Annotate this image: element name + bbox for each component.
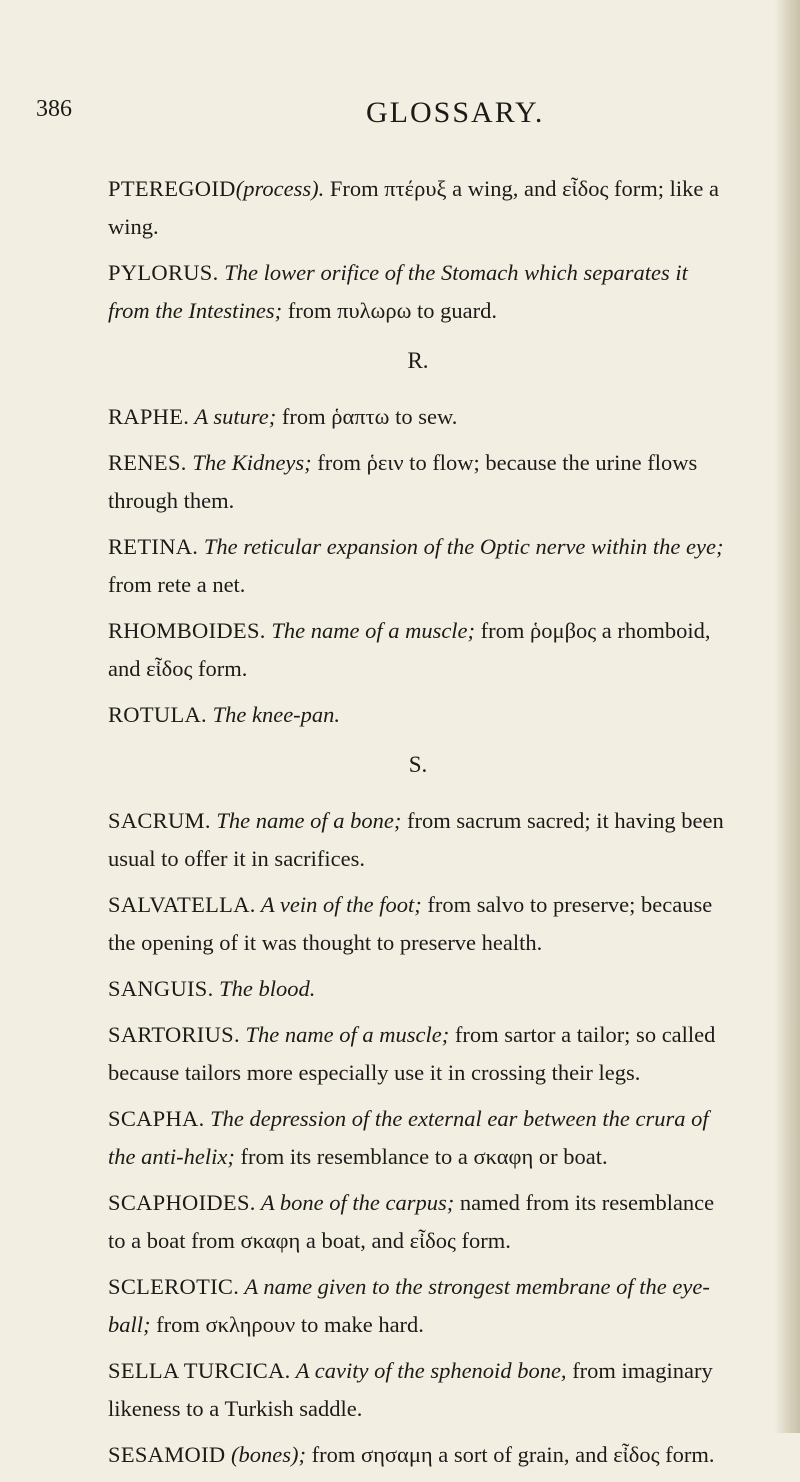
entry-definition: (process). (235, 176, 325, 201)
entry-etymology: From πτέρυξ a wing, and εἶδος form; like a wing. (108, 176, 719, 239)
glossary-text (108, 170, 728, 1482)
entry-definition: A cavity of the sphenoid bone, (290, 1358, 567, 1383)
entry-term: SACRUM. (108, 808, 211, 833)
entry-definition: The reticular expansion of the Optic nerve within the eye; (198, 534, 724, 559)
entry-term: SCAPHA. (108, 1106, 205, 1131)
glossary-entry (108, 1268, 728, 1344)
running-head (36, 96, 760, 136)
glossary-entry (108, 696, 728, 734)
entry-definition: The name of a muscle; (239, 1022, 450, 1047)
entry-definition: A name given to the strongest membrane of the eye-ball; (108, 1274, 710, 1337)
entry-definition: The blood. (213, 976, 316, 1001)
glossary-entry (108, 1184, 728, 1260)
glossary-entry (108, 528, 728, 604)
section-letter: S. (408, 752, 428, 777)
entry-definition: A suture; (189, 404, 277, 429)
entry-definition: A bone of the carpus; (255, 1190, 455, 1215)
entry-term: RAPHE. (108, 404, 190, 429)
page-edge-shadow (774, 0, 800, 1433)
glossary-entry (108, 1016, 728, 1092)
running-title: GLOSSARY. (366, 96, 545, 129)
glossary-entry (108, 1100, 728, 1176)
glossary-entry (108, 612, 728, 688)
entry-etymology: from ῥειν to flow; because the urine flows through them. (108, 450, 698, 513)
entry-term: SARTORIUS. (108, 1022, 240, 1047)
entry-definition: The Kidneys; (186, 450, 312, 475)
entry-etymology: from its resemblance to a σκαφη or boat. (234, 1144, 608, 1169)
glossary-entry (108, 398, 728, 436)
entry-etymology: from salvo to preserve; because the opening of it was thought to preserve health. (108, 892, 713, 955)
entry-etymology: from σησαμη a sort of grain, and εἶδος form. (306, 1442, 715, 1467)
entry-etymology: from sacrum sacred; it having been usual to offer it in sacrifices. (108, 808, 724, 871)
entry-definition: The name of a bone; (210, 808, 402, 833)
entry-term: SELLA TURCICA. (108, 1358, 291, 1383)
entry-etymology: from ῥομβος a rhomboid, and εἶδος form. (108, 618, 711, 681)
entry-term: SANGUIS. (108, 976, 214, 1001)
entry-etymology: from ῥαπτω to sew. (276, 404, 458, 429)
entry-term: SCLEROTIC. (108, 1274, 240, 1299)
entry-definition: The depression of the external ear between the crura of the anti-helix; (108, 1106, 709, 1169)
entry-definition: The lower orifice of the Stomach which separates it from the Intestines; (108, 260, 688, 323)
entry-etymology: from imaginary likeness to a Turkish saddle. (108, 1358, 713, 1421)
glossary-entry (108, 254, 728, 330)
glossary-entry (108, 802, 728, 878)
entry-term: RETINA. (108, 534, 199, 559)
entry-etymology: named from its resemblance to a boat from σκαφη a boat, and εἶδος form. (108, 1190, 715, 1253)
entry-etymology: from rete a net. (108, 572, 246, 597)
entry-term: ROTULA. (108, 702, 207, 727)
entry-term: SESAMOID (108, 1442, 226, 1467)
entry-etymology: from σκληρουν to make hard. (150, 1312, 424, 1337)
glossary-entry (108, 170, 728, 246)
entry-term: SCAPHOIDES. (108, 1190, 256, 1215)
glossary-entry (108, 444, 728, 520)
section-letter: R. (407, 348, 429, 373)
glossary-entry (108, 1352, 728, 1428)
entry-etymology: from πυλωρω to guard. (282, 298, 497, 323)
entry-term: RENES. (108, 450, 187, 475)
glossary-entry (108, 1436, 728, 1474)
entry-term: PYLORUS. (108, 260, 219, 285)
entry-etymology: from sartor a tailor; so called because tailors more especially use it in crossing their legs. (108, 1022, 716, 1085)
entry-definition: A vein of the foot; (255, 892, 422, 917)
glossary-entry (108, 886, 728, 962)
entry-definition: (bones); (225, 1442, 307, 1467)
entry-term: PTEREGOID (108, 176, 236, 201)
entry-term: RHOMBOIDES. (108, 618, 266, 643)
entry-definition: The name of a muscle; (265, 618, 476, 643)
glossary-entry (108, 970, 728, 1008)
entry-term: SALVATELLA. (108, 892, 256, 917)
entry-definition: The knee-pan. (206, 702, 341, 727)
page-number: 386 (36, 96, 72, 122)
